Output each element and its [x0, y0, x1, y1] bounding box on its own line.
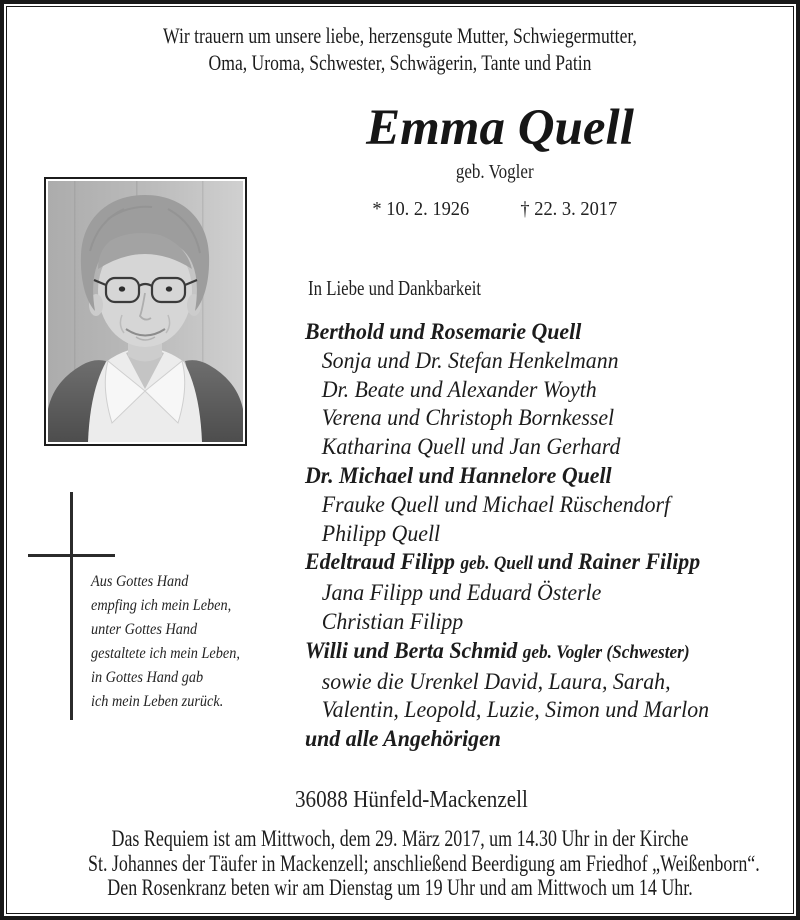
maiden-name: [280, 161, 710, 184]
intro-text: [0, 23, 800, 76]
intro-line-1: Wir trauern um unsere liebe, herzensgute Mutter, Schwiegermutter,: [163, 23, 637, 48]
footer-line-1: Das Requiem ist am Mittwoch, dem 29. März 2017, um 14.30 Uhr in der Kirche: [111, 826, 689, 851]
mourner-name-text: Edeltraud Filipp: [305, 549, 461, 576]
poem-line: empfing ich mein Leben,: [91, 597, 232, 614]
mourner-line: [305, 318, 742, 347]
mourners-list: [305, 318, 775, 754]
death-date: † 22. 3. 2017: [520, 198, 618, 220]
mourner-name-text: Willi und Berta Schmid: [305, 637, 523, 664]
mourner-name-text: und alle Angehörigen: [305, 726, 501, 753]
deceased-name: Emma Quell: [366, 100, 634, 156]
footer-line-2: St. Johannes der Täufer in Mackenzell; anschließend Beerdigung am Friedhof „Weißenborn“.: [88, 850, 760, 876]
mourner-name-text: geb. Vogler (Schwester): [522, 642, 690, 663]
mourner-line: [305, 347, 742, 376]
mourner-name-text: sowie die Urenkel David, Laura, Sarah,: [321, 668, 671, 695]
mourner-line: [305, 376, 742, 405]
poem-line: unter Gottes Hand: [91, 621, 198, 638]
mourner-name-text: Christian Filipp: [321, 608, 464, 635]
memorial-poem: [91, 570, 253, 714]
cross-icon-bar: [28, 554, 115, 557]
mourner-line: [305, 433, 742, 462]
mourner-line: [305, 696, 742, 725]
poem-line: in Gottes Hand gab: [91, 669, 204, 686]
mourner-name-text: Valentin, Leopold, Luzie, Simon und Marlon: [321, 697, 710, 724]
birth-date: * 10. 2. 1926: [372, 198, 470, 220]
mourner-line: [305, 462, 742, 491]
poem-line: Aus Gottes Hand: [91, 573, 189, 590]
mourner-name-text: Jana Filipp und Eduard Österle: [321, 580, 602, 607]
service-details: [0, 827, 800, 901]
mourner-line: [305, 404, 742, 433]
mourner-name-text: Philipp Quell: [321, 520, 441, 547]
address-line: 36088 Hünfeld-Mackenzell: [295, 787, 528, 813]
dedication-line: In Liebe und Dankbarkeit: [308, 276, 482, 300]
mourner-name-text: Dr. Beate und Alexander Woyth: [321, 376, 597, 403]
mourner-line: [305, 491, 742, 520]
mourner-name-text: Berthold und Rosemarie Quell: [305, 319, 582, 345]
life-dates: [280, 198, 710, 221]
mourner-name-text: und Rainer Filipp: [537, 549, 701, 576]
portrait-illustration: [48, 181, 243, 442]
mourner-name-text: Verena und Christoph Bornkessel: [321, 405, 615, 432]
mourner-name-text: geb. Quell: [460, 554, 538, 575]
mourner-name-text: Frauke Quell und Michael Rüschendorf: [321, 491, 671, 518]
mourner-line: [305, 520, 742, 549]
mourner-line: [305, 608, 742, 637]
poem-line: gestaltete ich mein Leben,: [91, 645, 240, 662]
mourner-line: [305, 579, 742, 608]
mourner-line: [305, 725, 742, 754]
poem-line: ich mein Leben zurück.: [91, 693, 224, 710]
mourner-name-text: Dr. Michael und Hannelore Quell: [305, 462, 612, 489]
footer-line-3: Den Rosenkranz beten wir am Dienstag um 19 Uhr und am Mittwoch um 14 Uhr.: [107, 875, 693, 900]
mourner-name-text: Katharina Quell und Jan Gerhard: [321, 434, 621, 461]
intro-line-2: Oma, Uroma, Schwester, Schwägerin, Tante und Patin: [208, 49, 592, 75]
mourner-line: [305, 637, 742, 668]
portrait-photo: [44, 177, 247, 446]
mourner-line: [305, 668, 742, 697]
maiden-name-text: geb. Vogler: [456, 161, 534, 183]
mourner-name-text: Sonja und Dr. Stefan Henkelmann: [321, 347, 619, 374]
cross-icon: [70, 492, 73, 720]
mourner-line: [305, 548, 742, 579]
